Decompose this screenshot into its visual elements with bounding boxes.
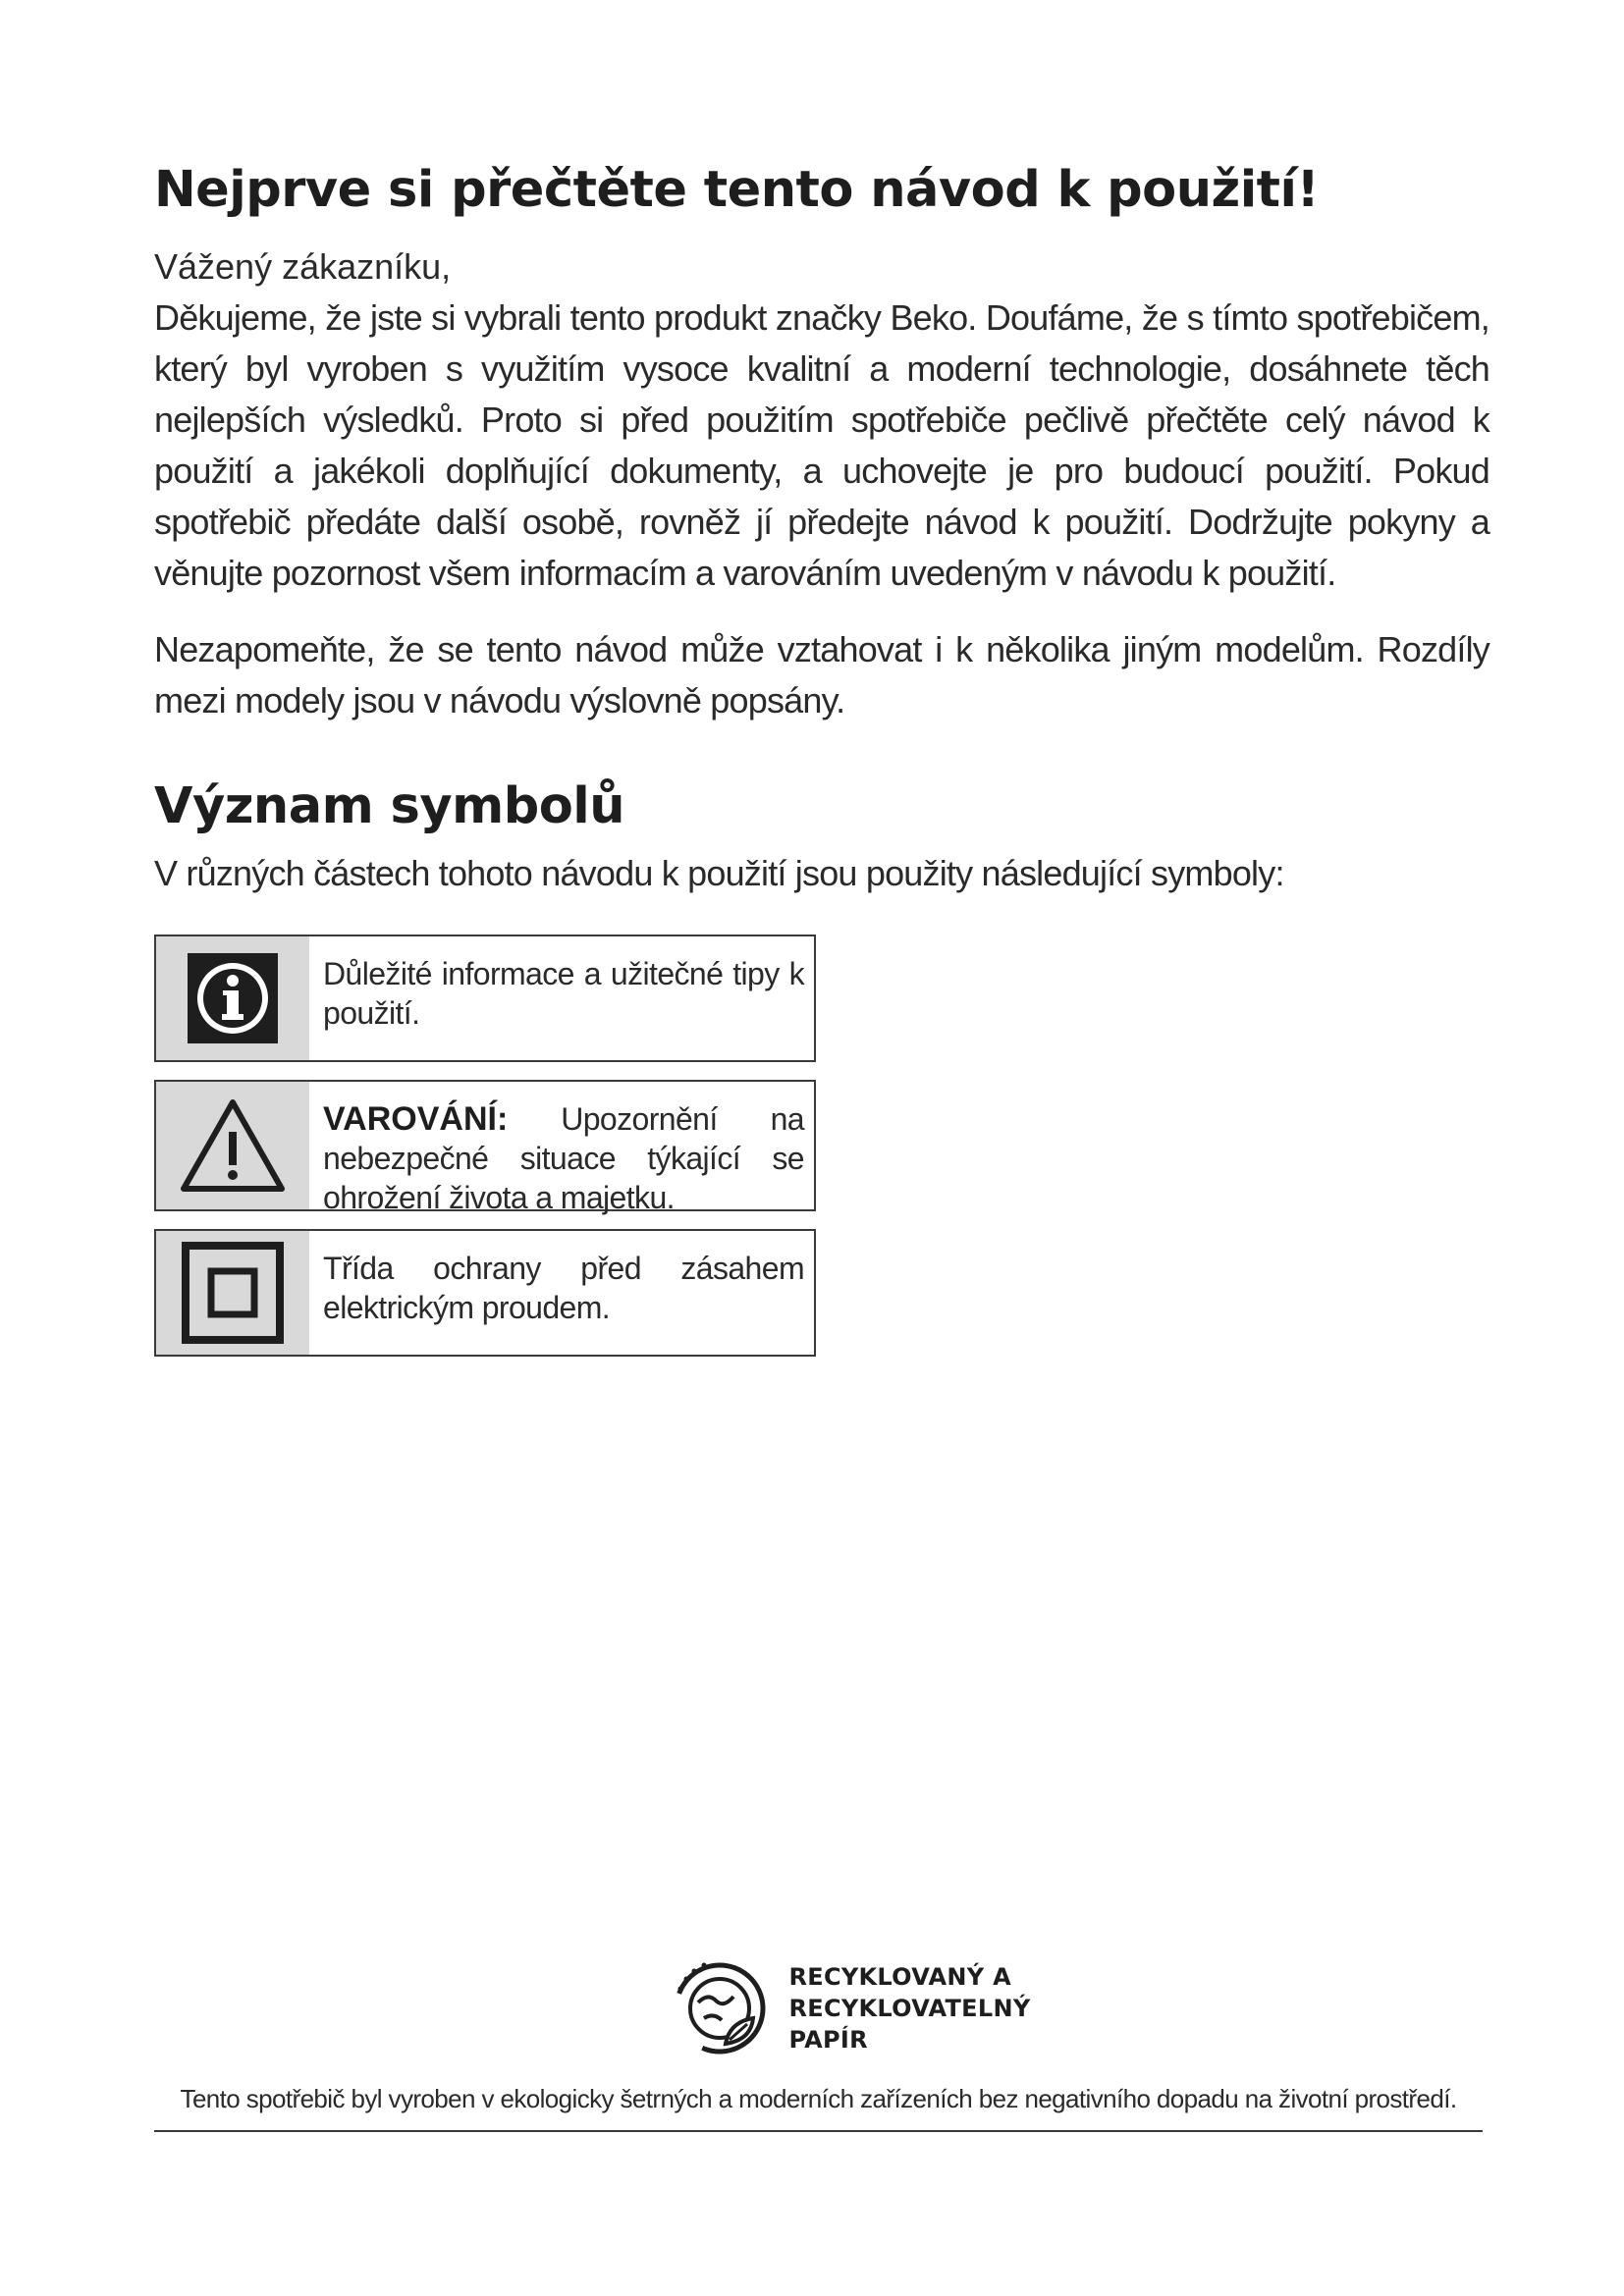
warning-icon: [156, 1082, 309, 1209]
eco-label-line-2: RECYKLOVATELNÝ: [788, 1995, 1031, 2022]
symbol-warning-text: [309, 1082, 814, 1215]
models-paragraph: Nezapomeňte, že se tento návod může vztahovat i k několika jiným modelům. Rozdíly mezi modely jsou v návodu výslovně popsány.: [154, 629, 1489, 721]
symbol-info-text: Důležité informace a užitečné tipy k použití.: [323, 956, 804, 1031]
page-content: [154, 157, 1489, 1374]
double-insulation-icon: [156, 1231, 309, 1355]
symbol-row-info: [154, 934, 816, 1062]
page-title: Nejprve si přečtěte tento návod k použití!: [154, 161, 1320, 219]
greeting: Vážený zákazníku,: [154, 246, 452, 287]
warning-description: Upozornění na nebezpečné situace týkající se ohrožení života a majetku.: [323, 1101, 804, 1215]
recycled-paper-label: [788, 1961, 1030, 2056]
symbols-table: [154, 934, 816, 1357]
warning-label: VAROVÁNÍ:: [323, 1100, 509, 1138]
page-footer: [154, 1953, 1483, 2132]
symbol-row-warning: [154, 1080, 816, 1215]
eco-label-line-3: PAPÍR: [788, 2026, 868, 2054]
symbol-row-protection-class: [154, 1229, 816, 1357]
symbol-protection-text: Třída ochrany před zásahem elektrickým proudem.: [323, 1251, 804, 1325]
intro-paragraph: Děkujeme, že jste si vybrali tento produkt značky Beko. Doufáme, že s tímto spotřebičem, který byl vyroben s využitím vysoce kvalitní a moderní technologie, dosáhnete těch nejlepších výsledků. Proto si před použitím spotřebiče pečlivě přečtěte celý návod k použití a jakékoli doplňující dokumenty, a uchovejte je pro budoucí použití. Pokud spotřebič předáte další osobě, rovněž jí předejte návod k použití. Dodržujte pokyny a věnujte pozornost všem informacím a varováním uvedeným v návodu k použití.: [154, 297, 1489, 593]
info-icon: [156, 936, 309, 1060]
symbols-section-intro: V různých částech tohoto návodu k použití jsou použity následující symboly:: [154, 853, 1284, 893]
symbols-section-title: Význam symbolů: [154, 777, 625, 835]
eco-label-line-1: RECYKLOVANÝ A: [788, 1963, 1011, 1991]
footer-note: Tento spotřebič byl vyroben v ekologicky šetrných a moderních zařízeních bez negativního dopadu na životní prostředí.: [180, 2084, 1457, 2113]
recycled-paper-icon: [665, 1953, 775, 2063]
footer-divider: [154, 2130, 1483, 2132]
recycled-paper-badge: [213, 1953, 1483, 2063]
